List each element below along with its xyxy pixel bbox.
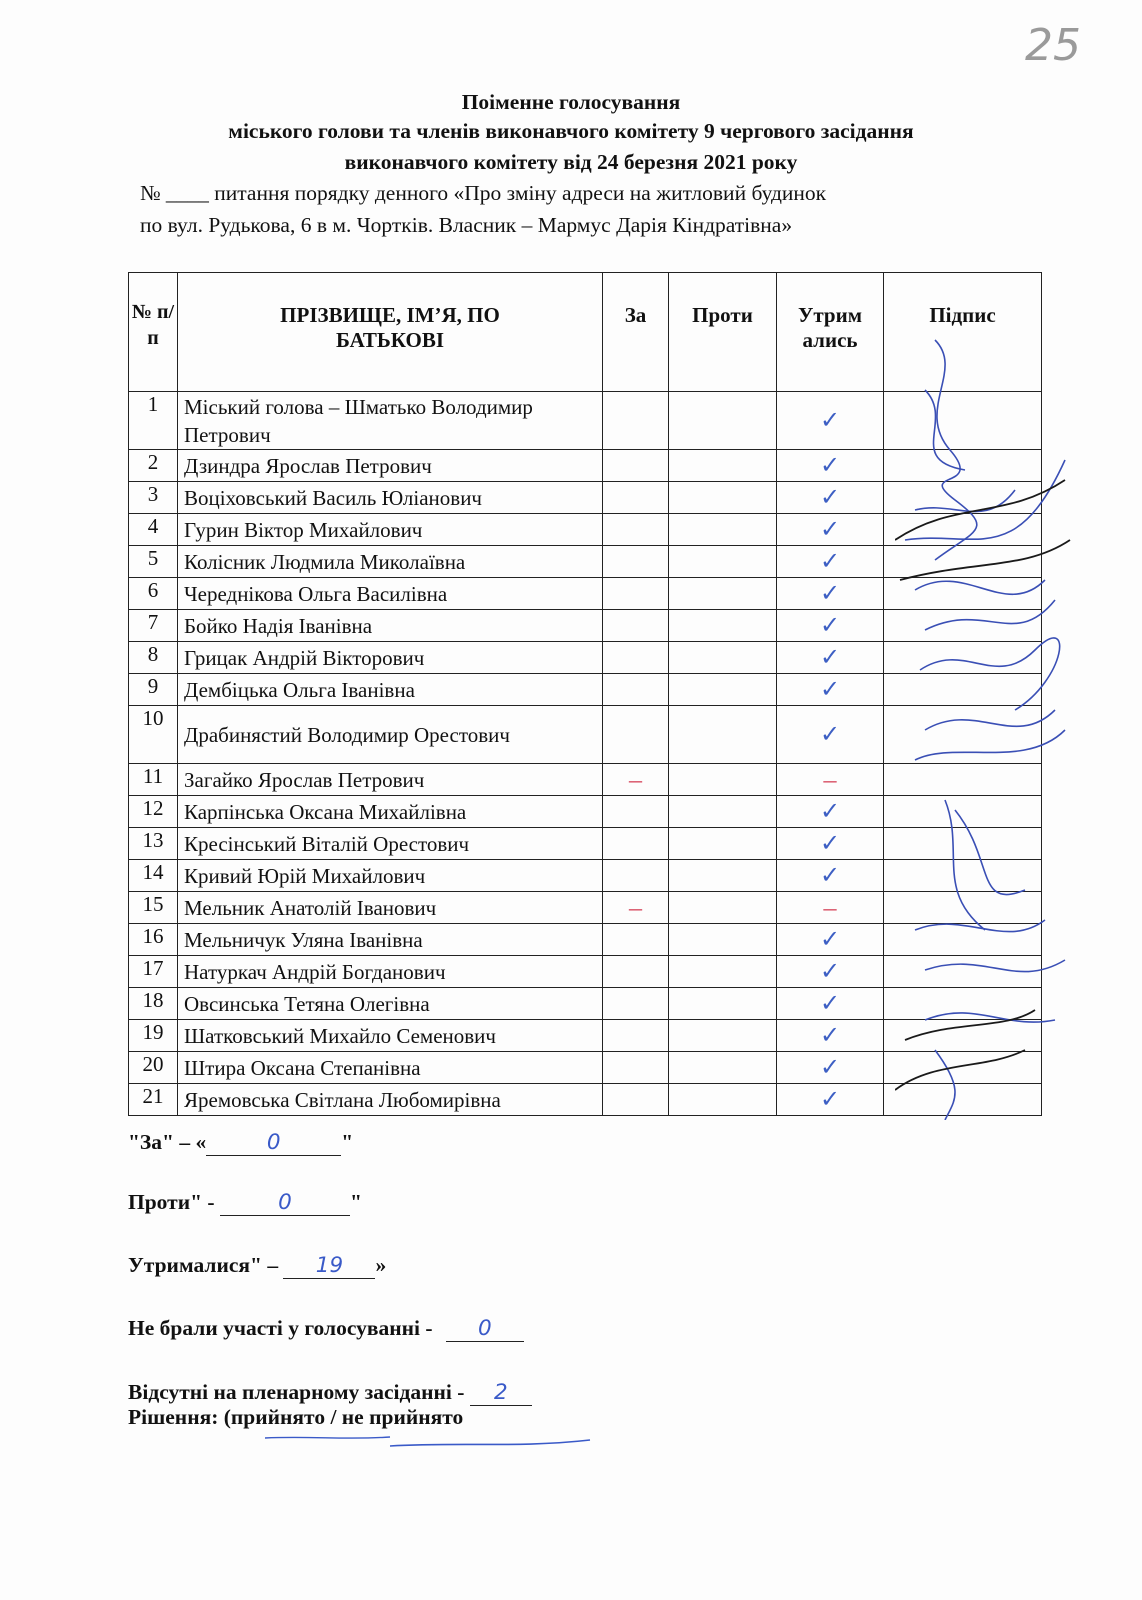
vote-abstained-mark: ✓ bbox=[777, 514, 884, 546]
vote-for-mark bbox=[603, 610, 669, 642]
row-number: 19 bbox=[129, 1020, 178, 1052]
header-signature: Підпис bbox=[884, 273, 1042, 392]
row-number: 1 bbox=[129, 392, 178, 450]
row-number: 9 bbox=[129, 674, 178, 706]
tally-not-voting-label: Не брали участі у голосуванні - bbox=[128, 1316, 438, 1340]
vote-abstained-mark: ✓ bbox=[777, 392, 884, 450]
tally-for-value: 0 bbox=[206, 1130, 341, 1156]
vote-abstained-mark: ✓ bbox=[777, 988, 884, 1020]
vote-for-mark: – bbox=[603, 892, 669, 924]
vote-for-mark bbox=[603, 1020, 669, 1052]
member-name: Загайко Ярослав Петрович bbox=[178, 764, 603, 796]
row-number: 4 bbox=[129, 514, 178, 546]
tally-abstained-end: » bbox=[375, 1253, 387, 1277]
vote-for-mark bbox=[603, 578, 669, 610]
tally-not-voting-value: 0 bbox=[446, 1316, 524, 1342]
member-name: Колісник Людмила Миколаївна bbox=[178, 546, 603, 578]
tally-abstained-label: Утрималися" – bbox=[128, 1253, 284, 1277]
row-number: 8 bbox=[129, 642, 178, 674]
row-number: 6 bbox=[129, 578, 178, 610]
vote-against-mark bbox=[669, 892, 777, 924]
member-name: Карпінська Оксана Михайлівна bbox=[178, 796, 603, 828]
vote-abstained-mark: ✓ bbox=[777, 642, 884, 674]
header-name: ПРІЗВИЩЕ, ІМ’Я, ПО БАТЬКОВІ bbox=[178, 273, 603, 392]
vote-against-mark bbox=[669, 482, 777, 514]
vote-abstained-mark: ✓ bbox=[777, 860, 884, 892]
vote-against-mark bbox=[669, 1084, 777, 1116]
vote-against-mark bbox=[669, 392, 777, 450]
vote-abstained-mark: ✓ bbox=[777, 610, 884, 642]
vote-against-mark bbox=[669, 1052, 777, 1084]
vote-for-mark: – bbox=[603, 764, 669, 796]
vote-for-mark bbox=[603, 796, 669, 828]
row-number: 7 bbox=[129, 610, 178, 642]
row-number: 16 bbox=[129, 924, 178, 956]
document-date-line: виконавчого комітету від 24 березня 2021 року bbox=[344, 150, 798, 174]
member-name: Натуркач Андрій Богданович bbox=[178, 956, 603, 988]
vote-against-mark bbox=[669, 956, 777, 988]
vote-abstained-mark: ✓ bbox=[777, 924, 884, 956]
row-number: 15 bbox=[129, 892, 178, 924]
vote-abstained-mark: ✓ bbox=[777, 796, 884, 828]
tally-for bbox=[128, 1130, 353, 1156]
vote-against-mark bbox=[669, 610, 777, 642]
tally-against-label: Проти" - bbox=[128, 1190, 220, 1214]
member-name: Дзиндра Ярослав Петрович bbox=[178, 450, 603, 482]
vote-for-mark bbox=[603, 1052, 669, 1084]
header-against: Проти bbox=[669, 273, 777, 392]
row-number: 2 bbox=[129, 450, 178, 482]
tally-not-voting bbox=[128, 1316, 524, 1342]
tally-abstained bbox=[128, 1253, 386, 1279]
tally-for-label: "За" – « bbox=[128, 1130, 207, 1154]
vote-for-mark bbox=[603, 1084, 669, 1116]
decision-line bbox=[128, 1405, 463, 1430]
vote-for-mark bbox=[603, 828, 669, 860]
vote-for-mark bbox=[603, 450, 669, 482]
document-subtitle: міського голови та членів виконавчого комітету 9 чергового засідання bbox=[228, 119, 914, 143]
member-name: Бойко Надія Іванівна bbox=[178, 610, 603, 642]
vote-against-mark bbox=[669, 828, 777, 860]
tally-against-end: " bbox=[349, 1190, 362, 1214]
member-name: Драбинястий Володимир Орестович bbox=[178, 706, 603, 764]
row-number: 18 bbox=[129, 988, 178, 1020]
vote-for-mark bbox=[603, 988, 669, 1020]
vote-against-mark bbox=[669, 924, 777, 956]
member-name: Яремовська Світлана Любомирівна bbox=[178, 1084, 603, 1116]
member-name: Овсинська Тетяна Олегівна bbox=[178, 988, 603, 1020]
header-number: № п/ п bbox=[129, 273, 178, 392]
vote-abstained-mark: ✓ bbox=[777, 706, 884, 764]
vote-abstained-mark: ✓ bbox=[777, 450, 884, 482]
vote-abstained-mark: ✓ bbox=[777, 1020, 884, 1052]
member-name: Кресінський Віталій Орестович bbox=[178, 828, 603, 860]
row-number: 20 bbox=[129, 1052, 178, 1084]
vote-for-mark bbox=[603, 924, 669, 956]
member-name: Мельничук Уляна Іванівна bbox=[178, 924, 603, 956]
vote-abstained-mark: ✓ bbox=[777, 1084, 884, 1116]
vote-abstained-mark: – bbox=[777, 892, 884, 924]
header-abstained: Утрим ались bbox=[777, 273, 884, 392]
tally-absent bbox=[128, 1380, 532, 1406]
member-name: Штира Оксана Степанівна bbox=[178, 1052, 603, 1084]
vote-against-mark bbox=[669, 860, 777, 892]
member-name: Кривий Юрій Михайлович bbox=[178, 860, 603, 892]
row-number: 13 bbox=[129, 828, 178, 860]
vote-against-mark bbox=[669, 546, 777, 578]
vote-abstained-mark: ✓ bbox=[777, 956, 884, 988]
vote-abstained-mark: ✓ bbox=[777, 674, 884, 706]
decision-label: Рішення: (прийнято / не прийнято bbox=[128, 1405, 464, 1429]
member-name: Мельник Анатолій Іванович bbox=[178, 892, 603, 924]
vote-against-mark bbox=[669, 578, 777, 610]
tally-against-value: 0 bbox=[220, 1190, 350, 1216]
decision-underline-handwritten bbox=[260, 1428, 600, 1458]
vote-for-mark bbox=[603, 546, 669, 578]
vote-against-mark bbox=[669, 450, 777, 482]
vote-for-mark bbox=[603, 482, 669, 514]
row-number: 17 bbox=[129, 956, 178, 988]
tally-absent-value: 2 bbox=[470, 1380, 532, 1406]
vote-for-mark bbox=[603, 956, 669, 988]
member-name: Воціховський Василь Юліанович bbox=[178, 482, 603, 514]
vote-against-mark bbox=[669, 514, 777, 546]
row-number: 11 bbox=[129, 764, 178, 796]
member-name: Дембіцька Ольга Іванівна bbox=[178, 674, 603, 706]
vote-against-mark bbox=[669, 706, 777, 764]
vote-for-mark bbox=[603, 514, 669, 546]
vote-against-mark bbox=[669, 764, 777, 796]
tally-absent-label: Відсутні на пленарному засіданні - bbox=[128, 1380, 470, 1404]
row-number: 3 bbox=[129, 482, 178, 514]
vote-for-mark bbox=[603, 392, 669, 450]
document-title: Поіменне голосування bbox=[461, 90, 681, 114]
vote-abstained-mark: ✓ bbox=[777, 546, 884, 578]
vote-against-mark bbox=[669, 796, 777, 828]
member-name: Шатковський Михайло Семенович bbox=[178, 1020, 603, 1052]
signatures-handwritten bbox=[895, 330, 1085, 1120]
page-number: 25 bbox=[1025, 20, 1081, 71]
vote-against-mark bbox=[669, 988, 777, 1020]
vote-against-mark bbox=[669, 1020, 777, 1052]
vote-abstained-mark: ✓ bbox=[777, 482, 884, 514]
vote-for-mark bbox=[603, 860, 669, 892]
member-name: Грицак Андрій Вікторович bbox=[178, 642, 603, 674]
vote-against-mark bbox=[669, 674, 777, 706]
vote-for-mark bbox=[603, 674, 669, 706]
agenda-question-line1: № ____ питання порядку денного «Про зміну адреси на житловий будинок bbox=[140, 181, 827, 205]
agenda-question-line2: по вул. Рудькова, 6 в м. Чортків. Власник – Мармус Дарія Кіндратівна» bbox=[140, 213, 793, 237]
vote-abstained-mark: ✓ bbox=[777, 578, 884, 610]
member-name: Череднікова Ольга Василівна bbox=[178, 578, 603, 610]
tally-abstained-value: 19 bbox=[283, 1253, 375, 1279]
row-number: 14 bbox=[129, 860, 178, 892]
vote-abstained-mark: ✓ bbox=[777, 828, 884, 860]
vote-abstained-mark: ✓ bbox=[777, 1052, 884, 1084]
vote-abstained-mark: – bbox=[777, 764, 884, 796]
vote-for-mark bbox=[603, 642, 669, 674]
row-number: 10 bbox=[129, 706, 178, 764]
tally-against bbox=[128, 1190, 362, 1216]
member-name: Міський голова – Шматько Володимир Петрович bbox=[178, 392, 603, 450]
member-name: Гурин Віктор Михайлович bbox=[178, 514, 603, 546]
row-number: 21 bbox=[129, 1084, 178, 1116]
header-for: За bbox=[603, 273, 669, 392]
vote-for-mark bbox=[603, 706, 669, 764]
row-number: 5 bbox=[129, 546, 178, 578]
tally-for-end: " bbox=[341, 1130, 354, 1154]
vote-against-mark bbox=[669, 642, 777, 674]
row-number: 12 bbox=[129, 796, 178, 828]
